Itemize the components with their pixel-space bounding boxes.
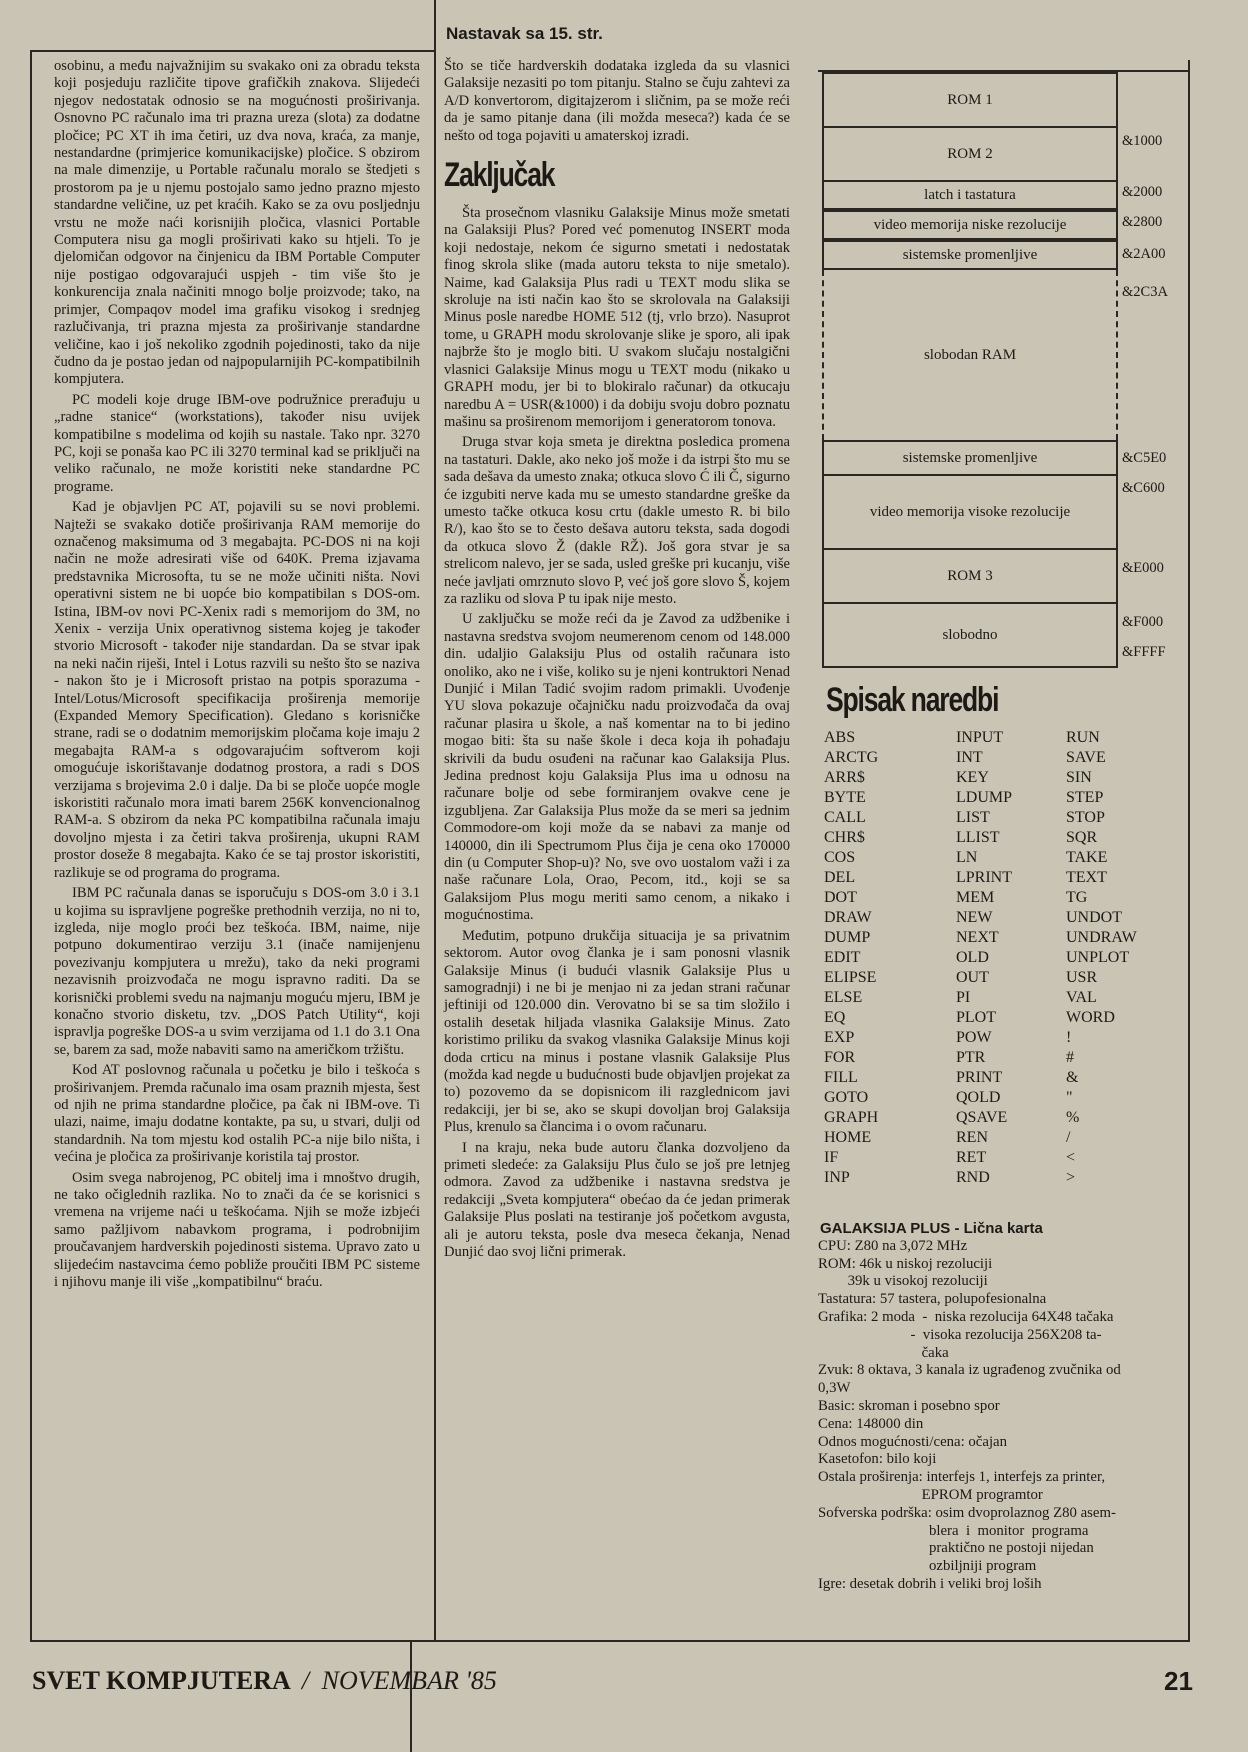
command-item: " [1066,1089,1073,1106]
memory-address: &1000 [1122,133,1163,149]
memory-address: &2C3A [1122,284,1168,300]
command-item: REN [956,1129,988,1146]
command-item: KEY [956,769,989,786]
memory-address: &2800 [1122,214,1163,230]
memory-address: &E000 [1122,560,1164,576]
memory-address: &C5E0 [1122,450,1167,466]
footer-magazine [32,1666,497,1696]
memory-address: &2000 [1122,184,1163,200]
command-item: POW [956,1029,992,1046]
spec-line: čaka [818,1344,949,1361]
paragraph: Šta prosečnom vlasniku Galaksije Minus može smetati na Galaksiji Plus? Pored već pomenutog INSERT moda koji nedostaje, nekom će sigurno smetati i nedostatak finog skrola slike (mada autoru teksta to nije smetalo). Naime, kad Galaksija Plus radi u TEXT modu slika se skroluje na isti način kao što se skrolovala na Galaksiji Minus posle naredbe HOME 512 (tj, vrlo brzo). Nasuprot tome, u GRAPH modu skrolovanje slike je sporo, ali ipak najbrže što je moglo biti. U svakom slučaju nostalgični vlasnici Galaksije Minus mogu u TEXT modu (nikako u GRAPH modu, jer bi to blokiralo računar) da otkucaju naredbu A = USR(&1000) i da dobiju svoju dobro poznatu mašinu sa proširenom memorijom i generatorom tonova. [444,205,790,430]
command-item: UNDOT [1066,909,1122,926]
memory-block-label: slobodan RAM [923,346,1017,363]
command-item: EDIT [824,949,861,966]
spec-line: Tastatura: 57 tastera, polupofesionalna [818,1291,1047,1308]
paragraph: Kad je objavljen PC AT, pojavili su se novi problemi. Najteži se svakako dotiče proširivanja RAM memorije do označenog maksimuma od 3 megabajta. PC-DOS ni na koji način ne može adresirati više od 640K. Prema izjavama predstavnika Microsofta, tu se ne može učiniti ništa. Novi operativni sistem ne bi uopće bio kompatibilan s DOS-om. Istina, IBM-ov novi PC-Xenix radi s memorijom do 3M, no Xenix - verzija Unix operativnog sistema kojeg je također stvorio Microsoft - također nije standardan. Da se stvar ipak na neki način riješi, Intel i Lotus razvili su nešto što se naziva - nakon što je i Microsoft pristao na potpis sporazuma - Intel/Lotus/Microsoft specifikacija proširenja memorije (Expanded Memory Specification). Gledano s korisničke strane, radi se o dodatnim memorijskim pločama koje imaju 2 megabajta RAM-a s odgovarajućim softverom koji omogućuje iskorištavanje dodatnog prostora, a radi s DOS verzijama s brojevima 2.0 i dalje. Da bi se ploče uopće mogle iskoristiti računalo mora imati barem 256K konvencionalnog RAM-a. S obzirom da neka PC kompatibilna računala imaju dovoljno mjesta i za četiri takva proširenja, ukupni RAM prostor doseže 8 megabajta. Kako će se taj prostor iskoristiti, razlikuje se od programa do programa. [54,499,420,881]
command-item: ELSE [824,989,863,1006]
command-item: GRAPH [824,1109,879,1126]
memory-block: ROM 3 [822,548,1118,604]
command-item: WORD [1066,1009,1115,1026]
command-item: OLD [956,949,989,966]
command-item: UNPLOT [1066,949,1130,966]
spec-line: Grafika: 2 moda - niska rezolucija 64X48 tačaka [818,1308,1114,1325]
memory-address: &FFFF [1122,644,1166,660]
article-column-1 [54,58,420,1294]
memory-block: video memorija visoke rezolucije [822,474,1118,550]
command-item: & [1066,1069,1079,1086]
command-item: VAL [1066,989,1097,1006]
memory-block: ROM 1 [822,72,1118,128]
command-item: SIN [1066,769,1092,786]
article-column-2 [444,58,790,1264]
command-item: PTR [956,1049,986,1066]
command-item: ABS [824,729,856,746]
command-item: PI [956,989,971,1006]
paragraph: osobinu, a među najvažnijim su svakako oni za obradu teksta koji posjeduju različite tipove grafičkih znakova. Slijedeći njegov nedostatak odnosio se na mogućnosti proširivanja. Osnovno PC računalo ima tri prazna ureza (slota) za dodatne pločice; PC XT ih ima četiri, uz dva nova, kraća, za manje, nestandardne (primjerice komunikacijske) pločice. S obzirom na male dimenzije, u Portable računalu moralo se štedjeti s prostorom pa je u njemu postojalo samo jedno prazno mjesto standardne veličine, uz pet kraćih. Kako se za ovu posljednju vrstu ne može naći korisnijih pločica, vlasnici Portable Computera nisu ga mogli proširivati kako su htjeli. To je djelomičan odgovor na činjenicu da IBM Portable Computer nije postigao odgovarajući uspjeh - tim više što je konkurencija znala načiniti mnogo bolje proizvode; tako, na primjer, Compaqov model ima grafiku visokog i srednjeg razlučivanja, tri prazna mjesta za proširivanje standardne veličine, kao i još nekoliko zgodnih pojedinosti, tako da nije čudno da je postao jedan od najpopularnijih PC-kompatibilnih kompjutera. [54,58,420,388]
spec-line: Sofverska podrška: osim dvoprolaznog Z80 asem- [818,1504,1116,1521]
command-item: NEW [956,909,993,926]
memory-block: sistemske promenljive [822,240,1118,270]
spec-line: Zvuk: 8 oktava, 3 kanala iz ugrađenog zvučnika od [818,1362,1121,1379]
left-border [30,50,32,1640]
memory-block: sistemske promenljive [822,440,1118,476]
issue-label: NOVEMBAR '85 [321,1666,497,1695]
command-item: ARR$ [824,769,865,786]
command-item: STEP [1066,789,1104,806]
spec-line: Cena: 148000 din [818,1415,924,1432]
paragraph: Druga stvar koja smeta je direktna posledica promena na tastaturi. Dakle, ako neko još može i da istrpi što mu se sada dešava da umesto znaka; otkuca slovo Ć ili Č, sigurno će izgubiti nerve kada mu se umesto standardne greške da umesto tačke otkuca kosu crtu (dakle umesto R. bi bilo R/), kao što se to često dešava autoru teksta, sada dogodi da otkuca slovo Ž (dakle RŽ). Još gora stvar je sa strelicom nalevo, jer se sada, usled greške pri kucanju, više neće javljati omrznuto slovo P, već još gore slovo Š, kojem za razliku od slova P tu ipak nije mesto. [444,434,790,607]
spec-line: blera i monitor programa [818,1522,1089,1539]
command-item: UNDRAW [1066,929,1137,946]
command-item: EQ [824,1009,846,1026]
right-border [1188,60,1190,1640]
memory-block: ROM 2 [822,126,1118,182]
memory-block: latch i tastatura [822,180,1118,210]
spec-line: Basic: skroman i posebno spor [818,1397,1000,1414]
spec-line: praktično ne postoji nijedan [818,1540,1094,1557]
commands-column-1 [824,728,878,1188]
command-item: # [1066,1049,1074,1066]
paragraph: Međutim, potpuno drukčija situacija je sa privatnim sektorom. Autor ovog članka je i sam ponosni vlasnik Galaksije Minus (i budući vlasnik Galaksije Plus u samogradnji) i ne bi je menjao ni za jedan strani računar jeftiniji od 120.000 din. Verovatno bi se sa tim složilo i ostalih desetak hiljada vlasnika Galaksije Minus. Zato koristimo priliku da svakog vlasnika Galaksije Minus koji doda crticu na minus i postane vlasnik Galaksije Plus (možda kad negde u budućnosti bude objavljen projekat za to) pozovemo da se dopisnicom ili razglednicom javi redakciji, jer bi se, ako se skupi dovoljan broj Galaksija Plus, krenulo sa člancima i o ovom računaru. [444,927,790,1136]
command-item: RET [956,1149,987,1166]
page-number: 21 [1164,1666,1193,1696]
command-item: LLIST [956,829,1000,846]
command-item: RUN [1066,729,1100,746]
command-item: IF [824,1149,839,1166]
command-item: PRINT [956,1069,1003,1086]
paragraph: I na kraju, neka bude autoru članka dozvoljeno da primeti sledeće: za Galaksiju Plus čulo se još pre letnjeg odmora. Zavod za udžbenike i nastavna sredstva je redakciji „Sveta kompjutera“ obećao da će jedan primerak Galaksije Plus poslati na testiranje još početkom avgusta, ali je autoru teksta, posle dva meseca čekanja, Nenad Dunjić dao svoj lični primerak. [444,1139,790,1260]
command-item: INPUT [956,729,1004,746]
spec-line: ozbiljniji program [818,1558,1037,1575]
command-item: DEL [824,869,856,886]
command-item: SAVE [1066,749,1106,766]
spec-line: - visoka rezolucija 256X208 ta- [818,1326,1102,1343]
paragraph: IBM PC računala danas se isporučuju s DOS-om 3.0 i 3.1 u kojima su ispravljene pogreške prethodnih verzija, no ni to, izgleda, nije moglo proći bez teškoća. IBM, naime, nije potpuno dokumentirao verziju 3.1 (inače namijenjenu povezivanju kompjutera u mrežu), tako da neki programi nezavisnih proizvođača ne mogu ispravno raditi. Da se korisnički problemi svedu na najmanju moguću mjeru, IBM je konačno stvorio disketu, tzv. „DOS Patch Utility“, koji ispravlja pogreške DOS-a u svim verzijama od 1.1 do 3.1 Ona se, barem za sad, može nabaviti samo na američkom tržištu. [54,885,420,1058]
command-item: QOLD [956,1089,1001,1106]
footer-divider [410,1640,412,1752]
spec-card [818,1220,1180,1594]
command-item: HOME [824,1129,872,1146]
command-item: NEXT [956,929,999,946]
command-item: LIST [956,809,990,826]
command-item: BYTE [824,789,866,806]
spec-line: 39k u visokoj rezoluciji [818,1273,988,1290]
command-item: FOR [824,1049,856,1066]
memory-address: &C600 [1122,480,1165,496]
command-item: MEM [956,889,995,906]
top-rule [30,50,434,52]
spec-line: Ostala proširenja: interfejs 1, interfejs za printer, [818,1469,1106,1486]
command-item: DOT [824,889,857,906]
commands-column-2 [956,728,1012,1188]
command-item: SQR [1066,829,1098,846]
spec-line: 0,3W [818,1380,851,1397]
command-item: COS [824,849,856,866]
continued-note: Nastavak sa 15. str. [446,24,603,43]
commands-column-3 [1066,728,1137,1188]
command-item: CHR$ [824,829,865,846]
memory-address: &2A00 [1122,246,1166,262]
command-item: STOP [1066,809,1105,826]
command-item: LDUMP [956,789,1013,806]
command-item: QSAVE [956,1109,1008,1126]
paragraph: Kod AT poslovnog računala u početku je bilo i teškoća s proširivanjem. Premda računalo ima osam praznih mjesta, šest od njih ne prima standardne pločice, pa čak ni IBM-ove. Ti ulazi, naime, imaju dodatne kontakte, pa su, u stvari, dulji od standardnih. Na tom mjestu kod ostalih PC-a nije bilo ništa, i većina je pločica za proširivanje koristila taj prostor. [54,1062,420,1166]
footer-separator: / [301,1666,310,1695]
command-item: OUT [956,969,989,986]
command-item: CALL [824,809,866,826]
column-divider [434,0,436,1640]
command-item: < [1066,1149,1076,1166]
command-item: FILL [824,1069,858,1086]
memory-block: video memorija niske rezolucije [822,210,1118,240]
command-item: ! [1066,1029,1072,1046]
command-item: PLOT [956,1009,996,1026]
memory-block-open [822,270,1118,440]
command-item: LN [956,849,978,866]
command-item: GOTO [824,1089,869,1106]
command-item: LPRINT [956,869,1012,886]
spec-line: Igre: desetak dobrih i veliki broj loših [818,1575,1042,1592]
commands-title: Spisak naredbi [826,681,999,719]
command-item: INP [824,1169,850,1186]
spec-line: Kasetofon: bilo koji [818,1451,937,1468]
command-item: EXP [824,1029,855,1046]
spec-card-title: GALAKSIJA PLUS - Lična karta [820,1220,1043,1237]
spec-line: Odnos mogućnosti/cena: očajan [818,1433,1008,1450]
spec-line: ROM: 46k u niskoj rezoluciji [818,1255,993,1272]
paragraph: U zaključku se može reći da je Zavod za udžbenike i nastavna sredstva svojom neumerenom cenom od 148.000 din. udaljio Galaksiju Plus od ostalih računara isto onoliko, ako ne i više, koliko su je njeni kontruktori Nenad Dunjić i Milan Tadić svojim radom primakli. Uvođenje YU slova pokazuje očajničku nadu proizvođača da ovaj računar plasira u škole, a naš komentar na to bi jedino mogao biti: šta su naše škole i deca koja ih pohađaju skrivili da budu osuđeni na računar kao Galaksija Plus. Jedina prednost koju Galaksija Plus ima u odnosu na računare bolje od sebe formiranjem ovakve cene je izgubljena. Zar Galaksija Plus može da se meri sa jednim Commodore-om koji može da se nabavi za manje od 140000, din ili Spectrumom Plus čija je cena oko 170000 din (u Computer Shop-u)? No, sve ovo uostalom važi i za naše računare Lola, Orao, Pecom, itd., koji se sa Galaksijom Plus mogu meriti samo cenom, a nikako i mogućnostima. [444,611,790,924]
command-item: USR [1066,969,1098,986]
paragraph: Osim svega nabrojenog, PC obitelj ima i mnoštvo drugih, ne tako očiglednih razlika. No to znači da će se korisnici s vremena na vrijeme naći u teškoćama. Njih se može izbjeći samo pažljivom nabavkom programa, i podrobnijim proučavanjem hardverskih pojedinosti sistema. Upravo zato u slijedećim nastavcima ćemo pobliže proučiti IBM PC sisteme i njihovu manje ili više „kompatibilnu“ braću. [54,1169,420,1291]
command-item: TG [1066,889,1088,906]
command-item: ARCTG [824,749,879,766]
command-item: TEXT [1066,869,1107,886]
command-item: INT [956,749,983,766]
command-item: DRAW [824,909,872,926]
command-item: / [1066,1129,1071,1146]
paragraph: Što se tiče hardverskih dodataka izgleda da su vlasnici Galaksije nezasiti po tom pitanju. Stalno se čuju zahtevi za A/D konvertorom, digitajzerom i sličnim, pa se može reći da je samo pitanje dana (ili možda meseca?) kada će se nešto od toga pojaviti u amaterskoj izradi. [444,58,790,144]
paragraph: PC modeli koje druge IBM-ove podružnice prerađuju u „radne stanice“ (workstations), također nisu uvijek kompatibilne s modelima od kojih su nastale. Tako npr. 3270 PC, koji se ponaša kao PC ili 3270 terminal kad se priključi na veliko računalo, ne može koristiti neke standardne PC programe. [54,391,421,495]
spec-line: CPU: Z80 na 3,072 MHz [818,1237,968,1254]
command-item: > [1066,1169,1076,1186]
section-title: Zaključak [444,156,555,195]
spec-line: EPROM programtor [818,1486,1043,1503]
command-item: ELIPSE [824,969,877,986]
command-item: RND [956,1169,990,1186]
bottom-rule [30,1640,1190,1642]
command-item: % [1066,1109,1080,1126]
command-item: TAKE [1066,849,1108,866]
command-item: DUMP [824,929,871,946]
memory-block: slobodno [822,602,1118,668]
magazine-title: SVET KOMPJUTERA [32,1666,290,1695]
memory-address: &F000 [1122,614,1164,630]
